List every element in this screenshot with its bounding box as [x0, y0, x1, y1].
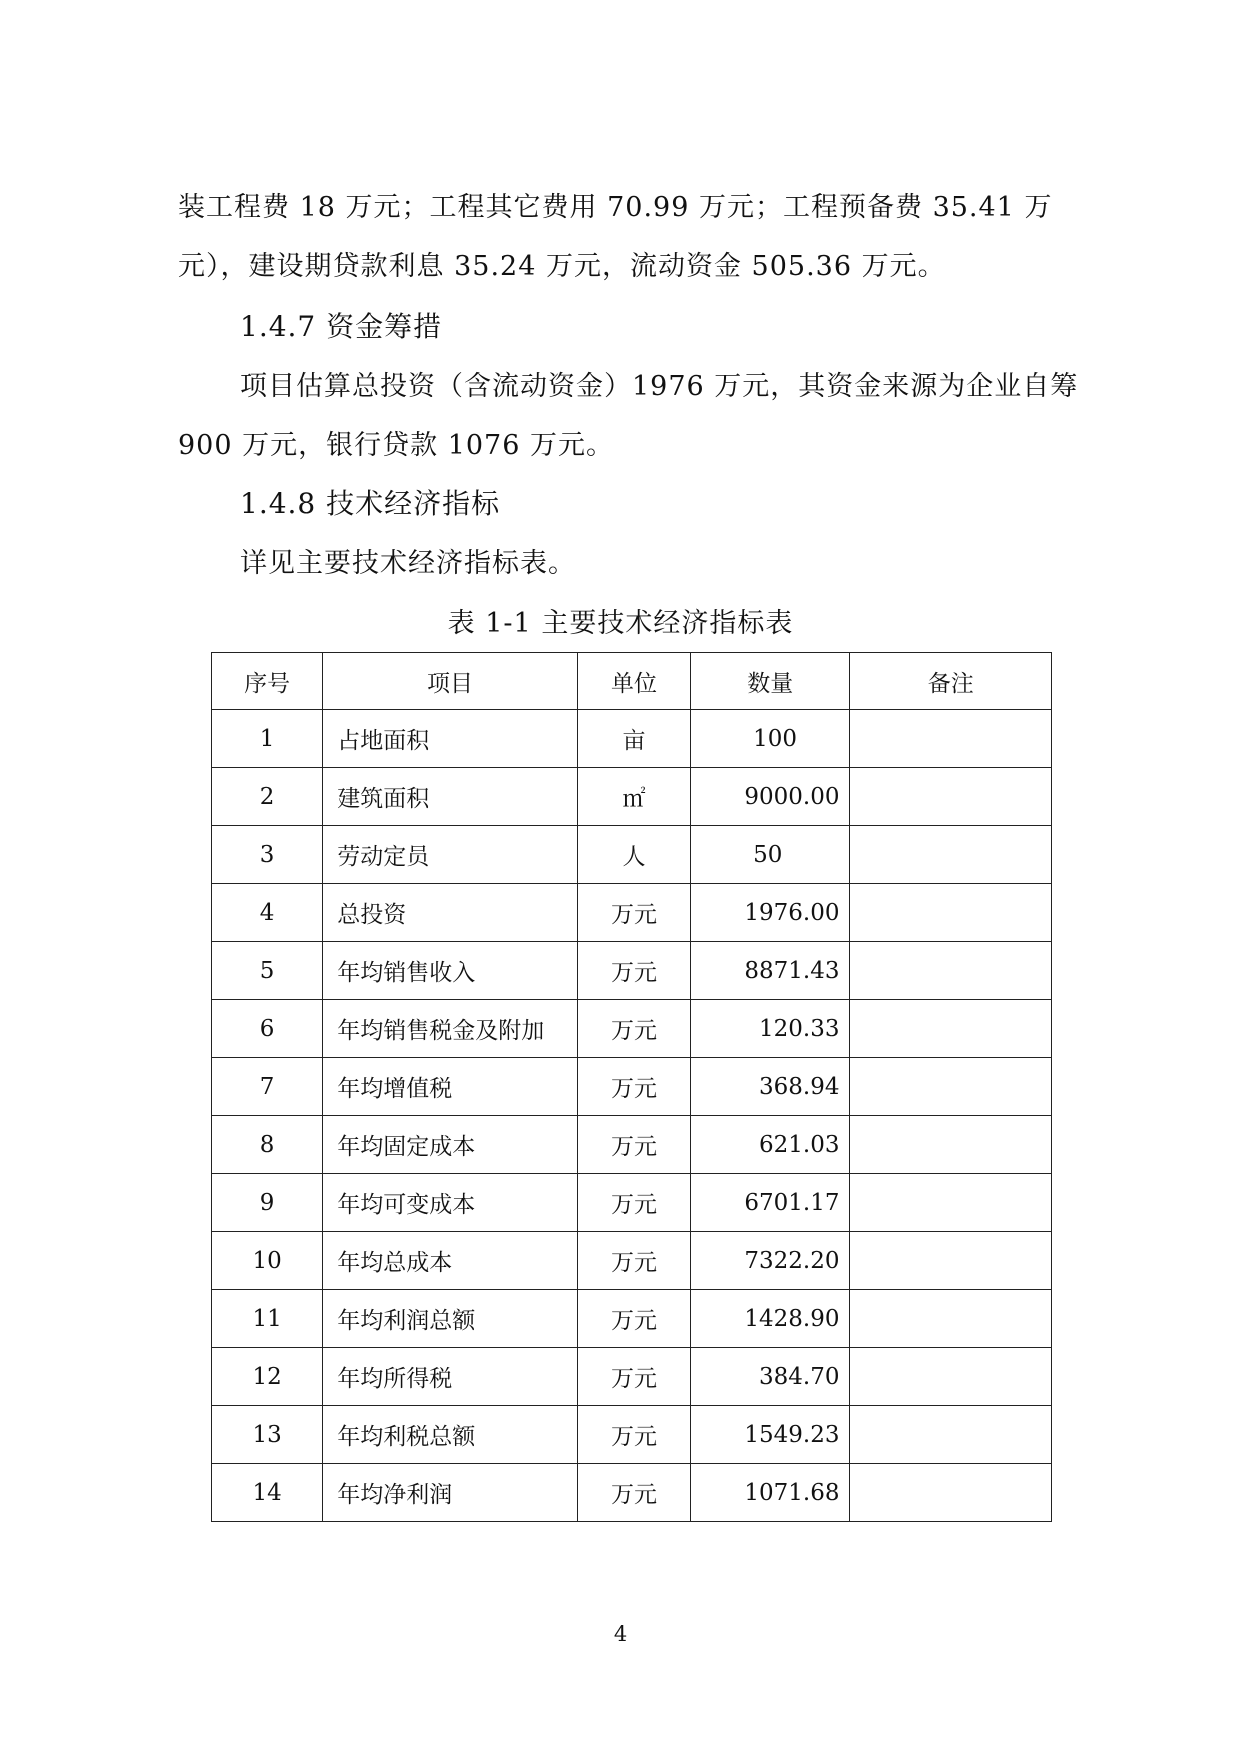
cell-note [850, 884, 1052, 942]
cell-unit: 万元 [577, 1406, 690, 1464]
cell-unit: 万元 [577, 884, 690, 942]
cell-note [850, 1174, 1052, 1232]
cell-item: 年均利税总额 [323, 1406, 578, 1464]
table-row [212, 884, 1052, 942]
cell-note [850, 826, 1052, 884]
table-row [212, 1174, 1052, 1232]
cell-no: 10 [212, 1232, 323, 1290]
cell-item: 建筑面积 [323, 768, 578, 826]
table-header-row [212, 653, 1052, 710]
cell-item: 占地面积 [323, 710, 578, 768]
cell-quantity: 9000.00 [691, 768, 850, 826]
cell-unit: 亩 [577, 710, 690, 768]
cell-item: 年均总成本 [323, 1232, 578, 1290]
table-row [212, 768, 1052, 826]
cell-item: 年均销售税金及附加 [323, 1000, 578, 1058]
cell-unit: 万元 [577, 1116, 690, 1174]
header-note: 备注 [850, 653, 1052, 710]
cell-unit: 万元 [577, 1232, 690, 1290]
table-row [212, 942, 1052, 1000]
table-row [212, 1290, 1052, 1348]
cell-note [850, 710, 1052, 768]
cell-item: 年均利润总额 [323, 1290, 578, 1348]
cell-no: 8 [212, 1116, 323, 1174]
table-row [212, 1348, 1052, 1406]
cell-unit: 万元 [577, 1058, 690, 1116]
cell-no: 6 [212, 1000, 323, 1058]
cell-item: 年均净利润 [323, 1464, 578, 1522]
cell-no: 12 [212, 1348, 323, 1406]
cell-quantity: 1071.68 [691, 1464, 850, 1522]
body-paragraph: 详见主要技术经济指标表。 [240, 548, 576, 579]
body-paragraph: 装工程费 18 万元；工程其它费用 70.99 万元；工程预备费 35.41 万元），建设期贷款利息 35.24 万元，流动资金 505.36 万元。 [178, 192, 1053, 282]
cell-no: 1 [212, 710, 323, 768]
cell-item: 总投资 [323, 884, 578, 942]
cell-item: 年均所得税 [323, 1348, 578, 1406]
cell-no: 11 [212, 1290, 323, 1348]
body-paragraph: 项目估算总投资（含流动资金）1976 万元，其资金来源为企业自筹 900 万元，银行贷款 1076 万元。 [178, 371, 1079, 461]
technical-economic-indicators-table [211, 652, 1052, 1522]
page-number: 4 [613, 1622, 628, 1646]
table-row [212, 1406, 1052, 1464]
cell-item: 年均增值税 [323, 1058, 578, 1116]
section-heading-1-4-7: 1.4.7 资金筹措 [240, 310, 443, 343]
cell-unit: 万元 [577, 1000, 690, 1058]
table-row [212, 1000, 1052, 1058]
cell-unit: 万元 [577, 1174, 690, 1232]
cell-item: 劳动定员 [323, 826, 578, 884]
cell-note [850, 1232, 1052, 1290]
cell-note [850, 1116, 1052, 1174]
cell-no: 2 [212, 768, 323, 826]
cell-quantity: 368.94 [691, 1058, 850, 1116]
cell-quantity: 6701.17 [691, 1174, 850, 1232]
cell-quantity: 50 [691, 826, 850, 884]
cell-unit: 万元 [577, 1348, 690, 1406]
header-unit: 单位 [577, 653, 690, 710]
cell-quantity: 1976.00 [691, 884, 850, 942]
cell-quantity: 100 [691, 710, 850, 768]
cell-unit: ㎡ [577, 768, 690, 826]
cell-no: 3 [212, 826, 323, 884]
cell-unit: 万元 [577, 942, 690, 1000]
cell-no: 14 [212, 1464, 323, 1522]
cell-unit: 万元 [577, 1464, 690, 1522]
table-row [212, 1232, 1052, 1290]
table-row [212, 1464, 1052, 1522]
table-row [212, 1058, 1052, 1116]
cell-unit: 万元 [577, 1290, 690, 1348]
cell-note [850, 1000, 1052, 1058]
cell-item: 年均可变成本 [323, 1174, 578, 1232]
header-no: 序号 [212, 653, 323, 710]
cell-no: 4 [212, 884, 323, 942]
cell-no: 13 [212, 1406, 323, 1464]
header-quantity: 数量 [691, 653, 850, 710]
cell-no: 5 [212, 942, 323, 1000]
section-heading-1-4-8: 1.4.8 技术经济指标 [240, 487, 501, 520]
cell-unit: 人 [577, 826, 690, 884]
table-row [212, 1116, 1052, 1174]
cell-note [850, 1464, 1052, 1522]
table-caption: 表 1-1 主要技术经济指标表 [447, 608, 794, 639]
cell-no: 9 [212, 1174, 323, 1232]
cell-note [850, 1406, 1052, 1464]
cell-no: 7 [212, 1058, 323, 1116]
cell-item: 年均销售收入 [323, 942, 578, 1000]
cell-note [850, 768, 1052, 826]
cell-quantity: 8871.43 [691, 942, 850, 1000]
cell-quantity: 384.70 [691, 1348, 850, 1406]
header-item: 项目 [323, 653, 578, 710]
cell-note [850, 1348, 1052, 1406]
table-row [212, 710, 1052, 768]
cell-quantity: 1549.23 [691, 1406, 850, 1464]
table-row [212, 826, 1052, 884]
cell-item: 年均固定成本 [323, 1116, 578, 1174]
cell-quantity: 621.03 [691, 1116, 850, 1174]
cell-quantity: 1428.90 [691, 1290, 850, 1348]
cell-note [850, 1290, 1052, 1348]
cell-note [850, 942, 1052, 1000]
cell-quantity: 7322.20 [691, 1232, 850, 1290]
cell-quantity: 120.33 [691, 1000, 850, 1058]
cell-note [850, 1058, 1052, 1116]
